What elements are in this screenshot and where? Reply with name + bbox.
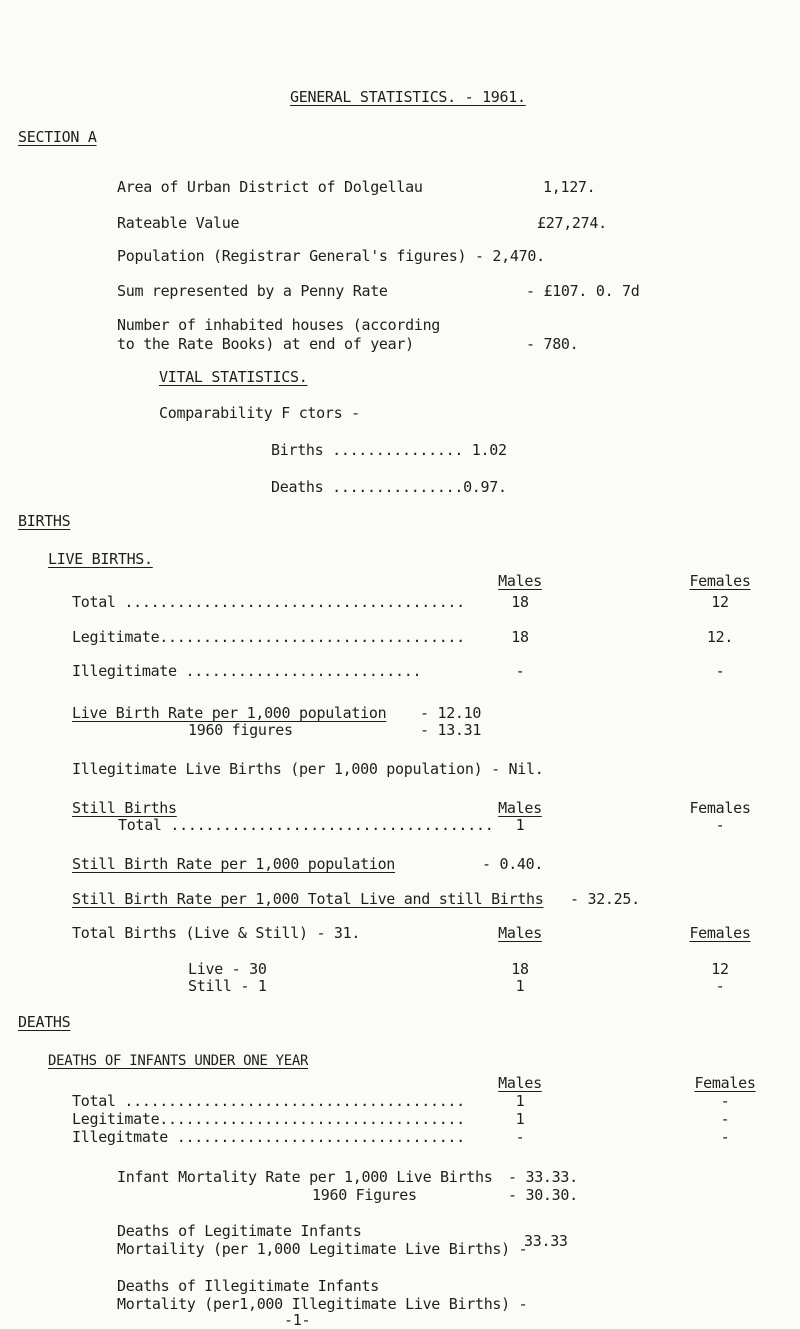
live-legit-label: Legitimate................................... (72, 628, 465, 646)
births-heading: BIRTHS (18, 512, 71, 530)
area-label: Area of Urban District of Dolgellau (117, 178, 423, 196)
population-line: Population (Registrar General's figures) - 2,470. (117, 247, 545, 265)
total-births-label: Total Births (Live & Still) - 31. (72, 924, 361, 942)
legit-deaths-line2: Mortaility (per 1,000 Legitimate Live Births) - (117, 1240, 528, 1258)
deaths-col-females: Females (694, 1074, 756, 1092)
births-col-females: Females (689, 572, 751, 590)
total-births-still-females: - (715, 977, 725, 995)
infant-total-label: Total ....................................... (72, 1092, 465, 1110)
still-rate-value: - 0.40. (482, 855, 544, 873)
infant-legit-label: Legitimate................................... (72, 1110, 465, 1128)
live-illegit-males: - (515, 662, 525, 680)
live-total-label: Total ....................................... (72, 593, 465, 611)
birth-rate-label: Live Birth Rate per 1,000 population (72, 704, 387, 722)
illegit-deaths-line1: Deaths of Illegitimate Infants (117, 1277, 379, 1295)
live-total-females: 12 (711, 593, 729, 611)
imr-label: Infant Mortality Rate per 1,000 Live Births (117, 1168, 493, 1186)
total-births-live-males: 18 (511, 960, 529, 978)
birth-rate-1960-label: 1960 figures (188, 721, 293, 739)
illegit-deaths-line2: Mortality (per1,000 Illegitimate Live Births) - (117, 1295, 528, 1313)
live-legit-females: 12. (706, 628, 734, 646)
penny-rate-label: Sum represented by a Penny Rate (117, 282, 388, 300)
rateable-value: £27,274. (537, 214, 607, 232)
infant-total-females: - (720, 1092, 730, 1110)
deaths-col-males: Males (498, 1074, 542, 1092)
live-legit-males: 18 (511, 628, 529, 646)
comparability-births: Births ............... 1.02 (271, 441, 507, 459)
infant-illegit-label: Illegitmate ................................. (72, 1128, 465, 1146)
still-col-males: Males (498, 799, 542, 817)
birth-rate-value: - 12.10 (420, 704, 482, 722)
houses-label-1: Number of inhabited houses (according (117, 316, 441, 334)
houses-label-2: to the Rate Books) at end of year) (117, 335, 414, 353)
still-rate-total-value: - 32.25. (570, 890, 640, 908)
infant-legit-females: - (720, 1110, 730, 1128)
infant-deaths-heading: DEATHS OF INFANTS UNDER ONE YEAR (48, 1053, 309, 1069)
live-illegit-females: - (715, 662, 725, 680)
comparability-label: Comparability F ctors - (159, 404, 360, 422)
page-title: GENERAL STATISTICS. - 1961. (290, 88, 526, 106)
imr-value: - 33.33. (508, 1168, 578, 1186)
infant-illegit-females: - (720, 1128, 730, 1146)
total-births-live-label: Live - 30 (188, 960, 267, 978)
vital-heading: VITAL STATISTICS. (159, 368, 308, 386)
imr-1960-label: 1960 Figures (312, 1186, 417, 1204)
illegitimate-rate-line: Illegitimate Live Births (per 1,000 population) - Nil. (72, 760, 544, 778)
still-rate-total-label: Still Birth Rate per 1,000 Total Live and still Births (72, 890, 544, 908)
total-births-still-males: 1 (515, 977, 525, 995)
live-births-heading: LIVE BIRTHS. (48, 550, 153, 568)
page-number: -1- (284, 1311, 311, 1329)
infant-total-males: 1 (515, 1092, 525, 1110)
live-illegit-label: Illegitimate ........................... (72, 662, 422, 680)
legit-deaths-line1: Deaths of Legitimate Infants (117, 1222, 362, 1240)
total-births-live-females: 12 (711, 960, 729, 978)
penny-rate-value: - £107. 0. 7d (526, 282, 640, 300)
still-total-males: 1 (515, 816, 525, 834)
infant-legit-males: 1 (515, 1110, 525, 1128)
still-rate-label: Still Birth Rate per 1,000 population (72, 855, 396, 873)
legit-deaths-value: 33.33 (524, 1232, 568, 1250)
still-total-label: Total ..................................... (118, 816, 494, 834)
birth-rate-1960-value: - 13.31 (420, 721, 482, 739)
total-births-still-label: Still - 1 (188, 977, 267, 995)
section-heading: SECTION A (18, 128, 97, 146)
area-value: 1,127. (543, 178, 596, 196)
total-births-col-males: Males (498, 924, 542, 942)
still-births-heading: Still Births (72, 799, 177, 817)
still-total-females: - (715, 816, 725, 834)
still-col-females: Females (689, 799, 751, 817)
total-births-col-females: Females (689, 924, 751, 942)
houses-value: - 780. (526, 335, 579, 353)
infant-illegit-males: - (515, 1128, 525, 1146)
comparability-deaths: Deaths ...............0.97. (271, 478, 507, 496)
deaths-heading: DEATHS (18, 1013, 71, 1031)
births-col-males: Males (498, 572, 542, 590)
rateable-label: Rateable Value (117, 214, 240, 232)
imr-1960-value: - 30.30. (508, 1186, 578, 1204)
live-total-males: 18 (511, 593, 529, 611)
